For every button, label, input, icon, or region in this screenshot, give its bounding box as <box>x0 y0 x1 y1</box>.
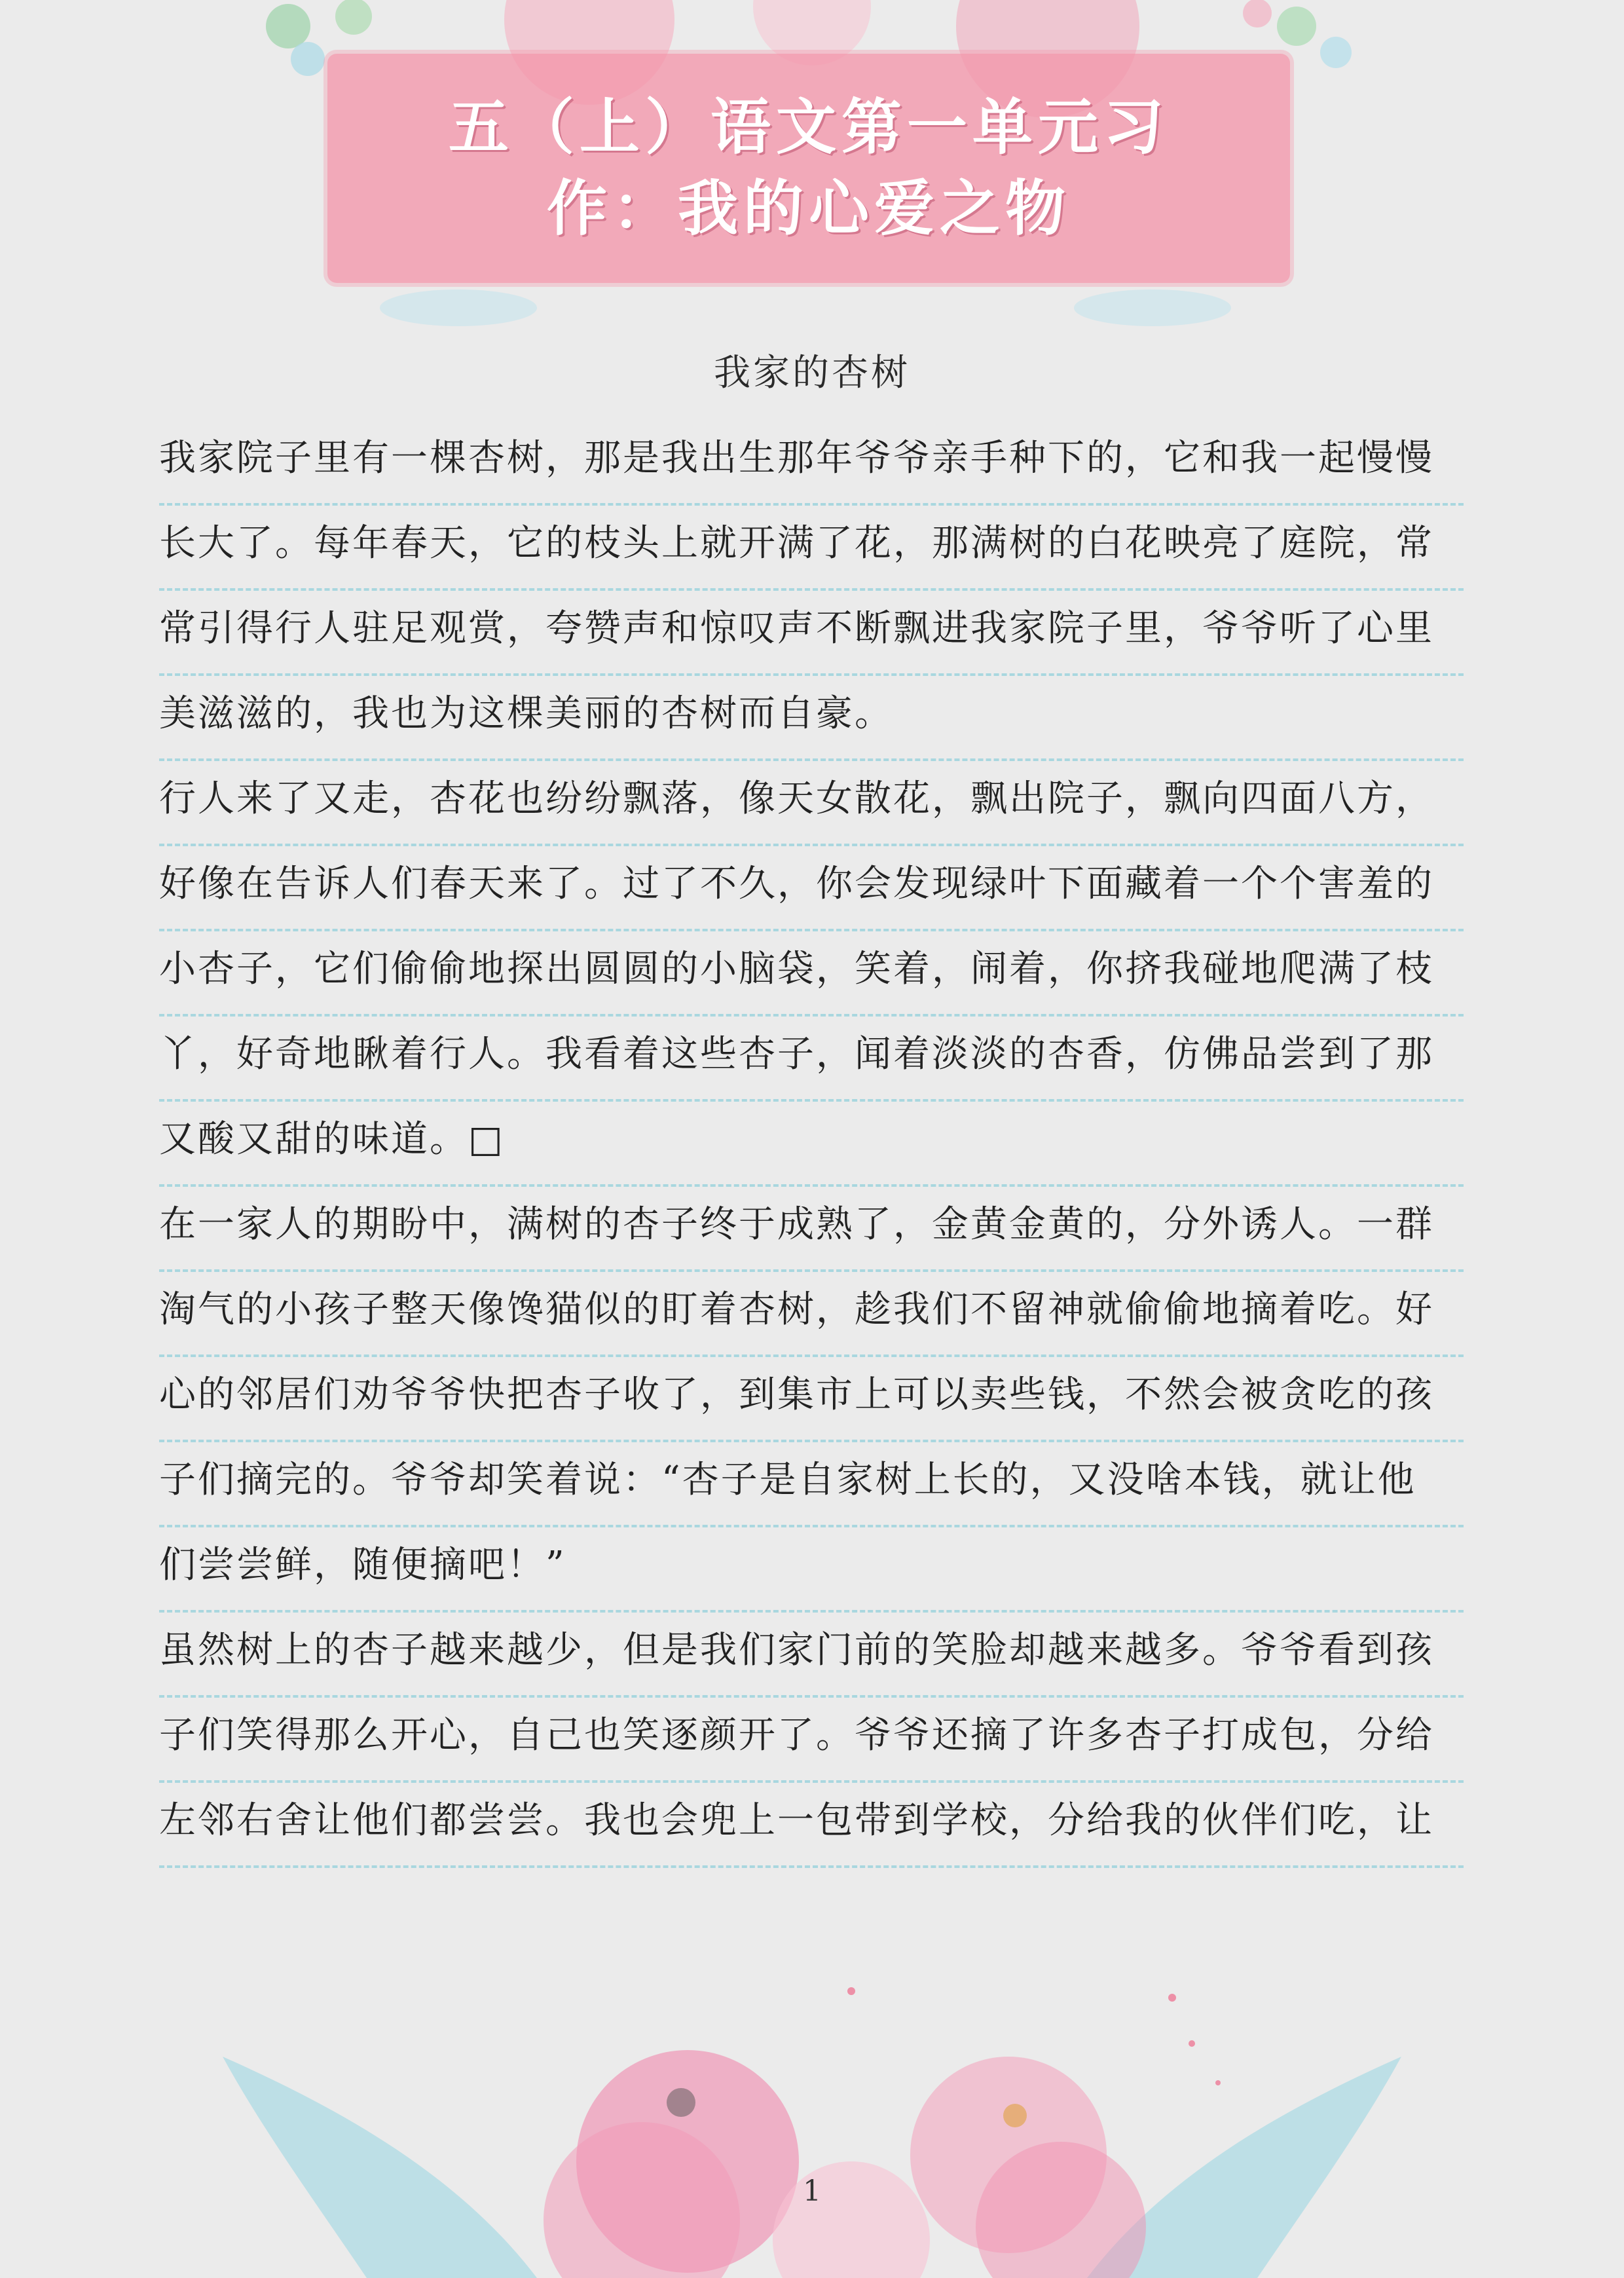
essay-line: 子们笑得那么开心，自己也笑逐颜开了。爷爷还摘了许多杏子打成包，分给 <box>159 1698 1464 1783</box>
page-number: 1 <box>803 2175 821 2208</box>
essay-line: 在一家人的期盼中，满树的杏子终于成熟了，金黄金黄的，分外诱人。一群 <box>159 1187 1464 1272</box>
essay-title: 我家的杏树 <box>714 352 910 394</box>
essay-line: 丫，好奇地瞅着行人。我看着这些杏子，闻着淡淡的杏香，仿佛品尝到了那 <box>159 1017 1464 1102</box>
title-banner <box>327 54 1290 283</box>
essay-body <box>159 420 1464 1868</box>
essay-line: 好像在告诉人们春天来了。过了不久，你会发现绿叶下面藏着一个个害羞的 <box>159 846 1464 931</box>
essay-line: 心的邻居们劝爷爷快把杏子收了，到集市上可以卖些钱，不然会被贪吃的孩 <box>159 1357 1464 1442</box>
essay-line: 常引得行人驻足观赏，夸赞声和惊叹声不断飘进我家院子里，爷爷听了心里 <box>159 591 1464 676</box>
essay-line: 我家院子里有一棵杏树，那是我出生那年爷爷亲手种下的，它和我一起慢慢 <box>159 420 1464 506</box>
essay-line: 们尝尝鲜，随便摘吧！” <box>159 1527 1464 1613</box>
essay-line: 行人来了又走，杏花也纷纷飘落，像天女散花，飘出院子，飘向四面八方， <box>159 761 1464 846</box>
essay-line: 又酸又甜的味道。□ <box>159 1102 1464 1187</box>
essay-line: 左邻右舍让他们都尝尝。我也会兜上一包带到学校，分给我的伙伴们吃，让 <box>159 1783 1464 1868</box>
essay-line: 子们摘完的。爷爷却笑着说：“杏子是自家树上长的，又没啥本钱，就让他 <box>159 1442 1464 1527</box>
bottom-flowers <box>223 1987 1401 2278</box>
essay-line: 长大了。每年春天，它的枝头上就开满了花，那满树的白花映亮了庭院，常 <box>159 506 1464 591</box>
essay-line: 虽然树上的杏子越来越少，但是我们家门前的笑脸却越来越多。爷爷看到孩 <box>159 1613 1464 1698</box>
page-title-line1: 五（上）语文第一单元习 <box>448 92 1169 162</box>
page-title-line2: 作：我的心爱之物 <box>546 174 1071 244</box>
essay-line: 淘气的小孩子整天像馋猫似的盯着杏树，趁我们不留神就偷偷地摘着吃。好 <box>159 1272 1464 1357</box>
essay-line: 小杏子，它们偷偷地探出圆圆的小脑袋，笑着，闹着，你挤我碰地爬满了枝 <box>159 931 1464 1017</box>
essay-line: 美滋滋的，我也为这棵美丽的杏树而自豪。 <box>159 676 1464 761</box>
